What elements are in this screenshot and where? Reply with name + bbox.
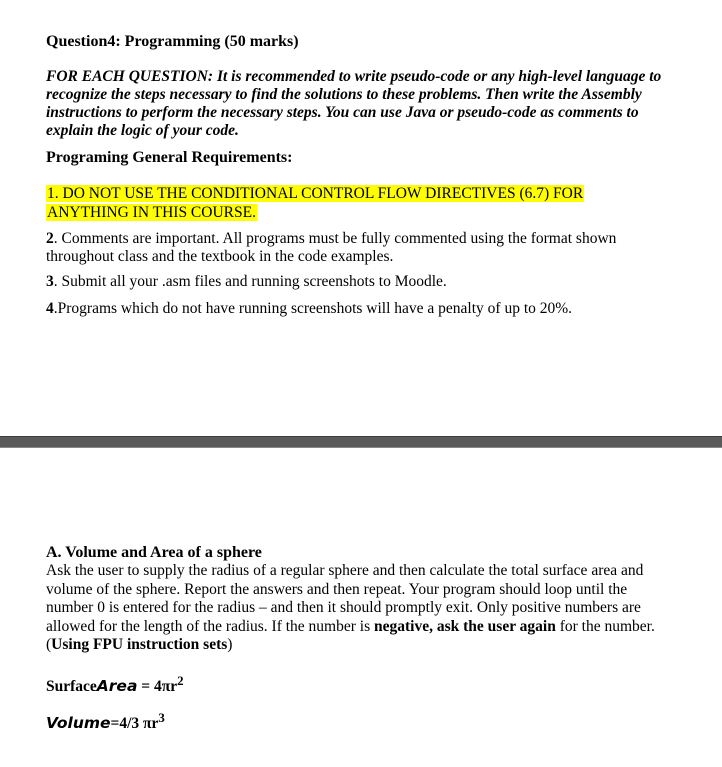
volume-exponent: 3 xyxy=(158,710,165,725)
requirement-4-number: 4 xyxy=(46,300,54,317)
requirement-1-line2: ANYTHING IN THIS COURSE. xyxy=(47,204,256,221)
area-expression: = 4πr xyxy=(137,678,178,696)
requirement-2 xyxy=(46,230,662,266)
requirement-4 xyxy=(46,300,662,318)
requirement-3 xyxy=(46,273,662,291)
requirements-heading: Programing General Requirements: xyxy=(46,149,293,166)
requirement-4-text: .Programs which do not have running screenshots will have a penalty of up to 20%. xyxy=(53,300,573,317)
area-prefix: Surface xyxy=(46,678,97,696)
requirement-1-line1: 1. DO NOT USE THE CONDITIONAL CONTROL FLOW DIRECTIVES (6.7) FOR xyxy=(47,185,584,202)
requirement-2-number: 2 xyxy=(46,230,54,247)
question-title: Question4: Programming (50 marks) xyxy=(46,33,299,50)
requirement-3-number: 3 xyxy=(46,273,54,290)
instructions-paragraph: FOR EACH QUESTION: It is recommended to write pseudo-code or any high-level language to recognize the steps necessary to find the solutions to these problems. Then write the Assembly instructions to perform the necessary steps. You can use Java or pseudo-code as comments to explain the logic of your code. xyxy=(46,68,662,139)
section-a-body-bold1: negative, ask the user again xyxy=(374,617,556,635)
requirement-3-text: . Submit all your .asm files and running screenshots to Moodle. xyxy=(53,273,447,290)
volume-formula xyxy=(46,709,662,733)
requirement-1-highlighted xyxy=(46,184,662,222)
section-a-body-part1: Ask the user to supply the radius of a regular sphere and then calculate the total surface area and volume of the sphere. Report the answers and then repeat. Your program should loop until the number 0 is entered for the radius – and then it should promptly exit. Only positive numbers are allowed for the length of the radius. If the number is xyxy=(46,562,644,635)
surface-area-formula xyxy=(46,672,662,696)
area-styled-word: Area xyxy=(96,677,138,696)
volume-expression: =4/3 πr xyxy=(110,715,159,733)
section-a-body-part3: ) xyxy=(227,636,233,653)
section-a-body xyxy=(46,562,662,655)
volume-styled-word: Volume xyxy=(46,714,111,733)
section-a-body-part2: for the number. ( xyxy=(46,617,655,653)
page-separator xyxy=(0,436,722,448)
requirement-2-text: . Comments are important. All programs must be fully commented using the format shown throughout class and the textbook in the code examples. xyxy=(46,230,617,265)
section-a-title: A. Volume and Area of a sphere xyxy=(46,544,262,561)
section-a-body-bold2: Using FPU instruction sets xyxy=(51,636,228,653)
area-exponent: 2 xyxy=(177,673,184,688)
